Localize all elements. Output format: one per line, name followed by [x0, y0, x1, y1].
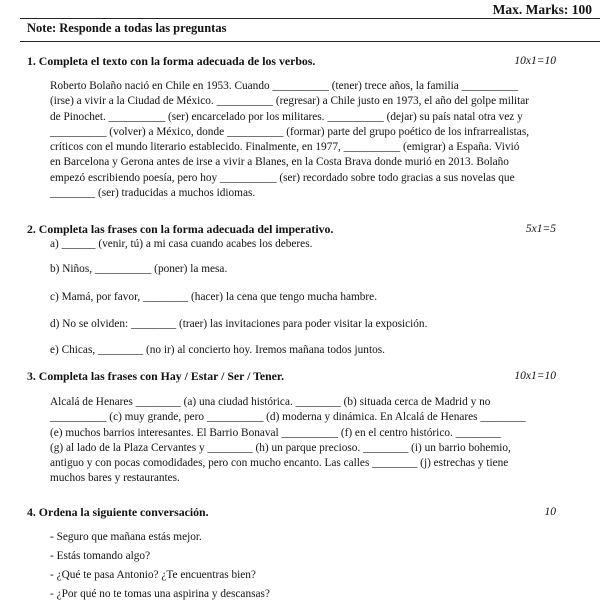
note-rule	[20, 41, 600, 42]
q3-line: (e) muchos barrios interesantes. El Barrio Bonaval __________ (f) en el centro histórico. ________	[50, 426, 501, 439]
q1-line: Roberto Bolaño nació en Chile en 1953. Cuando __________ (tener) trece años, la familia __________	[50, 80, 519, 92]
q4-title: 4. Ordena la siguiente conversación.	[27, 505, 209, 519]
q3-line: antiguo y con pocas comodidades, pero con mucho encanto. Las calles ________ (j) estrechas y tiene	[50, 457, 509, 470]
q1-line: críticos con el mundo literario establecido. Finalmente, en 1977, __________ (emigrar) a España. Vivió	[50, 141, 520, 154]
q3-title: 3. Completa las frases con Hay / Estar / Ser / Tener.	[27, 369, 285, 383]
q1-marks: 10x1=10	[514, 55, 556, 67]
q1-line: (irse) a vivir a la Ciudad de México. __________ (regresar) a Chile justo en 1973, el año del golpe militar	[50, 95, 530, 108]
q3-line: muchos bares y restaurantes.	[50, 472, 180, 485]
q1-title: 1. Completa el texto con la forma adecuada de los verbos.	[27, 54, 316, 68]
q4-line-2: - Estás tomando algo?	[50, 550, 151, 562]
q1-line: en Barcelona y Gerona antes de irse a vivir a Blanes, en la Costa Brava donde murió en 2013. Bolaño	[50, 156, 509, 169]
instructions-note: Note: Responde a todas las preguntas	[27, 21, 227, 35]
q2-item-b: b) Niños, __________ (poner) la mesa.	[50, 263, 228, 275]
q2-title: 2. Completa las frases con la forma adecuada del imperativo.	[27, 222, 334, 236]
q3-text	[50, 395, 556, 487]
q4-line-3: - ¿Qué te pasa Antonio? ¿Te encuentras bien?	[50, 569, 256, 581]
q1-line: __________ (volver) a México, donde __________ (formar) parte del grupo poético de los infrarrealistas,	[50, 125, 530, 138]
q2-marks: 5x1=5	[525, 223, 556, 235]
q2-item-e: e) Chicas, ________ (no ir) al concierto hoy. Iremos mañana todos juntos.	[50, 344, 385, 356]
q2-item-a: a) ______ (venir, tú) a mi casa cuando acabes los deberes.	[50, 238, 313, 250]
q3-line: __________ (c) muy grande, pero __________ (d) moderna y dinámica. En Alcalá de Henares ________	[50, 411, 526, 424]
q1-text	[50, 79, 556, 201]
q4-line-1: - Seguro que mañana estás mejor.	[50, 531, 202, 543]
q3-line: (g) al lado de la Plaza Cervantes y ________ (h) un parque precioso. ________ (i) un barrio bohemio,	[50, 441, 511, 454]
q1-line: ________ (ser) traducidas a muchos idiomas.	[50, 187, 256, 200]
q4-marks: 10	[544, 506, 556, 518]
q2-item-d: d) No se olviden: ________ (traer) las invitaciones para poder visitar la exposición.	[50, 318, 428, 330]
q2-item-c: c) Mamá, por favor, ________ (hacer) la cena que tengo mucha hambre.	[50, 291, 378, 303]
q3-line: Alcalá de Henares ________ (a) una ciudad histórica. ________ (b) situada cerca de Madrid y no	[50, 396, 491, 408]
top-rule	[20, 18, 600, 19]
max-marks: Max. Marks: 100	[492, 2, 592, 17]
q1-line: de Pinochet. __________ (ser) encarcelado por los militares. __________ (dejar) su país natal otra vez y	[50, 110, 523, 123]
q1-line: empezó escribiendo poesía, pero hoy __________ (ser) recordado sobre todo gracias a sus novelas que	[50, 171, 515, 184]
q3-marks: 10x1=10	[514, 370, 556, 382]
q4-line-4: - ¿Por qué no te tomas una aspirina y descansas?	[50, 588, 270, 600]
